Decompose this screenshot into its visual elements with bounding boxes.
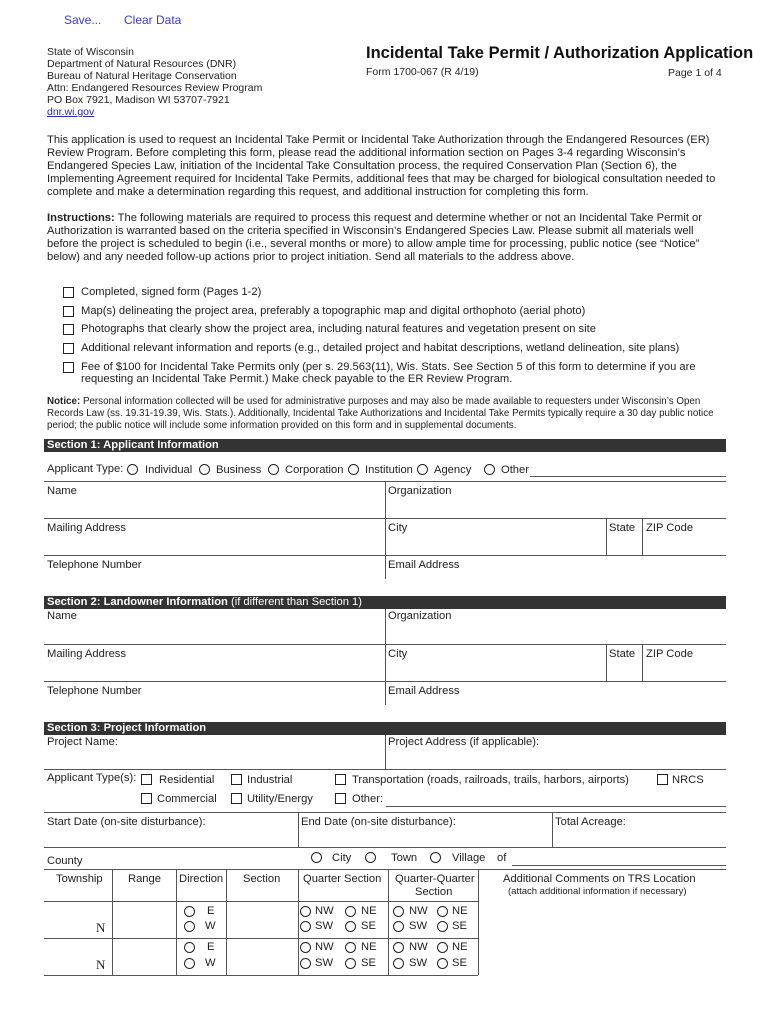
qq-option: NW (409, 941, 428, 953)
agency-address (47, 46, 262, 118)
township-suffix: N (96, 920, 106, 935)
agency-line-bureau: Bureau of Natural Heritage Conservation (47, 70, 237, 82)
s1-zip-label: ZIP Code (646, 522, 694, 534)
quarter-radio-sw[interactable] (300, 921, 311, 932)
applicant-type-label: Applicant Type: (47, 463, 124, 475)
applicant-type-radio-individual[interactable] (127, 464, 138, 475)
col-quarter-section: Quarter Section (303, 873, 382, 885)
project-type-option: NRCS (672, 774, 704, 786)
quarter-option: SW (315, 920, 334, 932)
other-project-type-input[interactable] (386, 806, 726, 807)
quarter-radio-ne[interactable] (345, 906, 356, 917)
project-type-option: Transportation (roads, railroads, trails, harbors, airports) (352, 774, 629, 786)
qq-radio-nw[interactable] (393, 942, 404, 953)
s2-state-label: State (609, 648, 636, 660)
col-direction: Direction (179, 873, 224, 885)
type-checkbox-residential[interactable] (141, 774, 152, 785)
form-number: Form 1700-067 (R 4/19) (366, 66, 479, 78)
direction-option: W (205, 920, 216, 932)
qq-radio-ne[interactable] (437, 942, 448, 953)
quarter-option: NE (361, 941, 377, 953)
instructions-label: Instructions: (47, 212, 115, 224)
project-type-option: Commercial (157, 793, 217, 805)
notice-label: Notice: (47, 396, 81, 407)
applicant-type-radio-corporation[interactable] (268, 464, 279, 475)
project-name-label: Project Name: (47, 736, 118, 748)
divider (478, 869, 479, 975)
intro-paragraph: This application is used to request an Incidental Take Permit or Incidental Take Authorization through the Endangered Resources (ER) Review Program. Before completing this form, please read the additional information section on Pages 3-4 regarding Wisconsin’s Endangered Species Law, initiation of the Incidental Take Consultation process, the required Conservation Plan (Section 6), the Implementing Agreement required for Incidental Take Permits, additional fees that may be charged for biological consultation needed to complete and make a determination regarding this request, and additional instruction for completing this form. (47, 134, 716, 198)
notice-paragraph (47, 396, 727, 432)
checklist-checkbox-maps[interactable] (63, 306, 74, 317)
section3-header: Section 3: Project Information (44, 722, 726, 735)
checklist-item: Map(s) delineating the project area, preferably a topographic map and digital orthophoto (aerial photo) (81, 305, 586, 317)
instructions-text: The following materials are required to process this request and determine whether or not an Incidental Take Permit or Authorization is warranted based on the criteria specified in Wisconsin’s Endangered Species Law. Please submit all materials well before the project is scheduled to begin (i.e., several months or more) to allow ample time for processing, public notice (see “Notice” below) and any needed follow-up actions prior to project initiation. Send all materials to the address above. (47, 212, 702, 263)
applicant-type-radio-business[interactable] (199, 464, 210, 475)
municipality-option: Town (391, 852, 418, 864)
project-type-option: Utility/Energy (247, 793, 313, 805)
col-quarter-quarter: Quarter-Quarter (395, 873, 475, 885)
divider (44, 518, 726, 519)
s2-zip-label: ZIP Code (646, 648, 694, 660)
s1-phone-label: Telephone Number (47, 559, 142, 571)
checklist-checkbox-form[interactable] (63, 287, 74, 298)
checklist-item: Photographs that clearly show the project area, including natural features and vegetation present on site (81, 323, 596, 335)
direction-radio-w[interactable] (184, 958, 195, 969)
total-acreage-label: Total Acreage: (555, 816, 626, 828)
divider (388, 869, 389, 975)
divider (606, 518, 607, 555)
divider (44, 869, 726, 870)
s2-phone-label: Telephone Number (47, 685, 142, 697)
quarter-option: SE (361, 920, 376, 932)
s1-city-label: City (388, 522, 408, 534)
type-checkbox-nrcs[interactable] (657, 774, 668, 785)
s1-name-label: Name (47, 485, 77, 497)
divider (642, 644, 643, 681)
municipality-option: Village (452, 852, 486, 864)
page-number: Page 1 of 4 (668, 67, 722, 79)
qq-option: SW (409, 920, 428, 932)
divider (44, 901, 478, 902)
type-checkbox-transportation[interactable] (335, 774, 346, 785)
quarter-option: SW (315, 957, 334, 969)
municipality-option: City (332, 852, 352, 864)
divider (44, 847, 726, 848)
qq-option: SE (452, 920, 467, 932)
s1-state-label: State (609, 522, 636, 534)
municipality-radio-town[interactable] (365, 852, 376, 863)
municipality-name-input[interactable] (512, 865, 726, 866)
quarter-option: NE (361, 905, 377, 917)
type-checkbox-other[interactable] (335, 793, 346, 804)
col-comments-sub: (attach additional information if necessary) (508, 886, 687, 897)
qq-radio-ne[interactable] (437, 906, 448, 917)
s2-email-label: Email Address (388, 685, 460, 697)
divider (44, 975, 478, 976)
qq-option: NW (409, 905, 428, 917)
municipality-radio-village[interactable] (430, 852, 441, 863)
project-type-label: Applicant Type(s): (47, 772, 137, 784)
checklist-checkbox-additional[interactable] (63, 343, 74, 354)
agency-line-dept: Department of Natural Resources (DNR) (47, 58, 237, 70)
end-date-label: End Date (on-site disturbance): (301, 816, 456, 828)
s2-organization-label: Organization (388, 610, 452, 622)
applicant-type-radio-other[interactable] (484, 464, 495, 475)
applicant-type-option: Institution (365, 464, 413, 476)
project-type-option: Industrial (247, 774, 293, 786)
col-township: Township (56, 873, 103, 885)
dnr-website-link[interactable]: dnr.wi.gov (47, 106, 95, 118)
township-suffix: N (96, 957, 106, 972)
applicant-type-option: Corporation (285, 464, 344, 476)
s2-name-label: Name (47, 610, 77, 622)
type-checkbox-commercial[interactable] (141, 793, 152, 804)
s1-organization-label: Organization (388, 485, 452, 497)
divider (385, 735, 386, 769)
divider (176, 869, 177, 975)
form-title: Incidental Take Permit / Authorization Application (366, 44, 754, 62)
divider (385, 481, 386, 579)
quarter-option: NW (315, 905, 334, 917)
divider (298, 869, 299, 975)
applicant-type-option: Individual (145, 464, 193, 476)
divider (385, 609, 386, 705)
checklist-item: Additional relevant information and reports (e.g., detailed project and habitat descriptions, wetland delineation, site plans) (81, 342, 680, 354)
qq-radio-se[interactable] (437, 958, 448, 969)
quarter-radio-se[interactable] (345, 921, 356, 932)
col-section: Section (243, 873, 281, 885)
save-button[interactable]: Save... (64, 13, 102, 27)
checklist-item: Completed, signed form (Pages 1-2) (81, 286, 262, 298)
instructions-paragraph (47, 212, 727, 264)
divider (44, 812, 726, 813)
divider (226, 869, 227, 975)
checklist-item: Fee of $100 for Incidental Take Permits only (per s. 29.563(11), Wis. Stats. See Section 5 of this form to determine if you are (81, 361, 696, 373)
other-type-input[interactable] (530, 476, 726, 477)
divider (44, 938, 478, 939)
s1-mailing-label: Mailing Address (47, 522, 126, 534)
of-label: of (497, 852, 507, 864)
qq-radio-nw[interactable] (393, 906, 404, 917)
applicant-type-radio-institution[interactable] (348, 464, 359, 475)
start-date-label: Start Date (on-site disturbance): (47, 816, 206, 828)
project-type-option: Other: (352, 793, 384, 805)
qq-radio-se[interactable] (437, 921, 448, 932)
type-checkbox-industrial[interactable] (231, 774, 242, 785)
direction-radio-e[interactable] (184, 942, 195, 953)
section1-header: Section 1: Applicant Information (44, 439, 726, 452)
agency-line-attn: Attn: Endangered Resources Review Program (47, 82, 263, 94)
applicant-type-radio-agency[interactable] (417, 464, 428, 475)
col-quarter-quarter-2: Section (415, 886, 453, 898)
divider (44, 769, 726, 770)
quarter-radio-nw[interactable] (300, 942, 311, 953)
section2-header: Section 2: Landowner Information (if different than Section 1) (44, 596, 726, 609)
type-checkbox-utility[interactable] (231, 793, 242, 804)
qq-option: NE (452, 905, 468, 917)
municipality-radio-city[interactable] (311, 852, 322, 863)
divider (44, 644, 726, 645)
direction-radio-w[interactable] (184, 921, 195, 932)
col-range: Range (128, 873, 161, 885)
checklist-checkbox-photos[interactable] (63, 324, 74, 335)
quarter-radio-nw[interactable] (300, 906, 311, 917)
qq-option: SW (409, 957, 428, 969)
qq-option: SE (452, 957, 467, 969)
qq-option: NE (452, 941, 468, 953)
applicant-type-option: Business (216, 464, 262, 476)
qq-radio-sw[interactable] (393, 958, 404, 969)
quarter-radio-ne[interactable] (345, 942, 356, 953)
agency-line-pobox: PO Box 7921, Madison WI 53707-7921 (47, 94, 230, 106)
clear-data-button[interactable]: Clear Data (124, 13, 182, 27)
checklist-checkbox-fee[interactable] (63, 362, 74, 373)
divider (642, 518, 643, 555)
s2-mailing-label: Mailing Address (47, 648, 126, 660)
direction-option: E (207, 905, 215, 917)
divider (552, 812, 553, 847)
direction-radio-e[interactable] (184, 906, 195, 917)
applicant-type-option: Agency (434, 464, 472, 476)
quarter-option: SE (361, 957, 376, 969)
project-type-option: Residential (159, 774, 215, 786)
s2-city-label: City (388, 648, 408, 660)
notice-text: Personal information collected will be used for administrative purposes and may also be made available to requesters under Wisconsin’s Open Records Law (ss. 19.31-19.39, Wis. Stats.). Additionally, Incidental Take Authorizations and Incidental Take Permits typically require a 30 day public notice period; the public notice will include some information provided on this form and in supplemental documents. (47, 396, 714, 431)
divider (44, 555, 726, 556)
col-comments: Additional Comments on TRS Location (503, 873, 696, 885)
checklist-item: requesting an Incidental Take Permit.) Make check payable to the ER Review Program. (81, 373, 513, 385)
quarter-radio-sw[interactable] (300, 958, 311, 969)
divider (112, 869, 113, 975)
project-address-label: Project Address (if applicable): (388, 736, 540, 748)
qq-radio-sw[interactable] (393, 921, 404, 932)
quarter-option: NW (315, 941, 334, 953)
direction-option: E (207, 941, 215, 953)
divider (606, 644, 607, 681)
agency-line-state: State of Wisconsin (47, 46, 134, 58)
applicant-type-option: Other (501, 464, 529, 476)
divider (44, 681, 726, 682)
divider (298, 812, 299, 847)
s1-email-label: Email Address (388, 559, 460, 571)
direction-option: W (205, 957, 216, 969)
quarter-radio-se[interactable] (345, 958, 356, 969)
county-label: County (47, 855, 83, 867)
